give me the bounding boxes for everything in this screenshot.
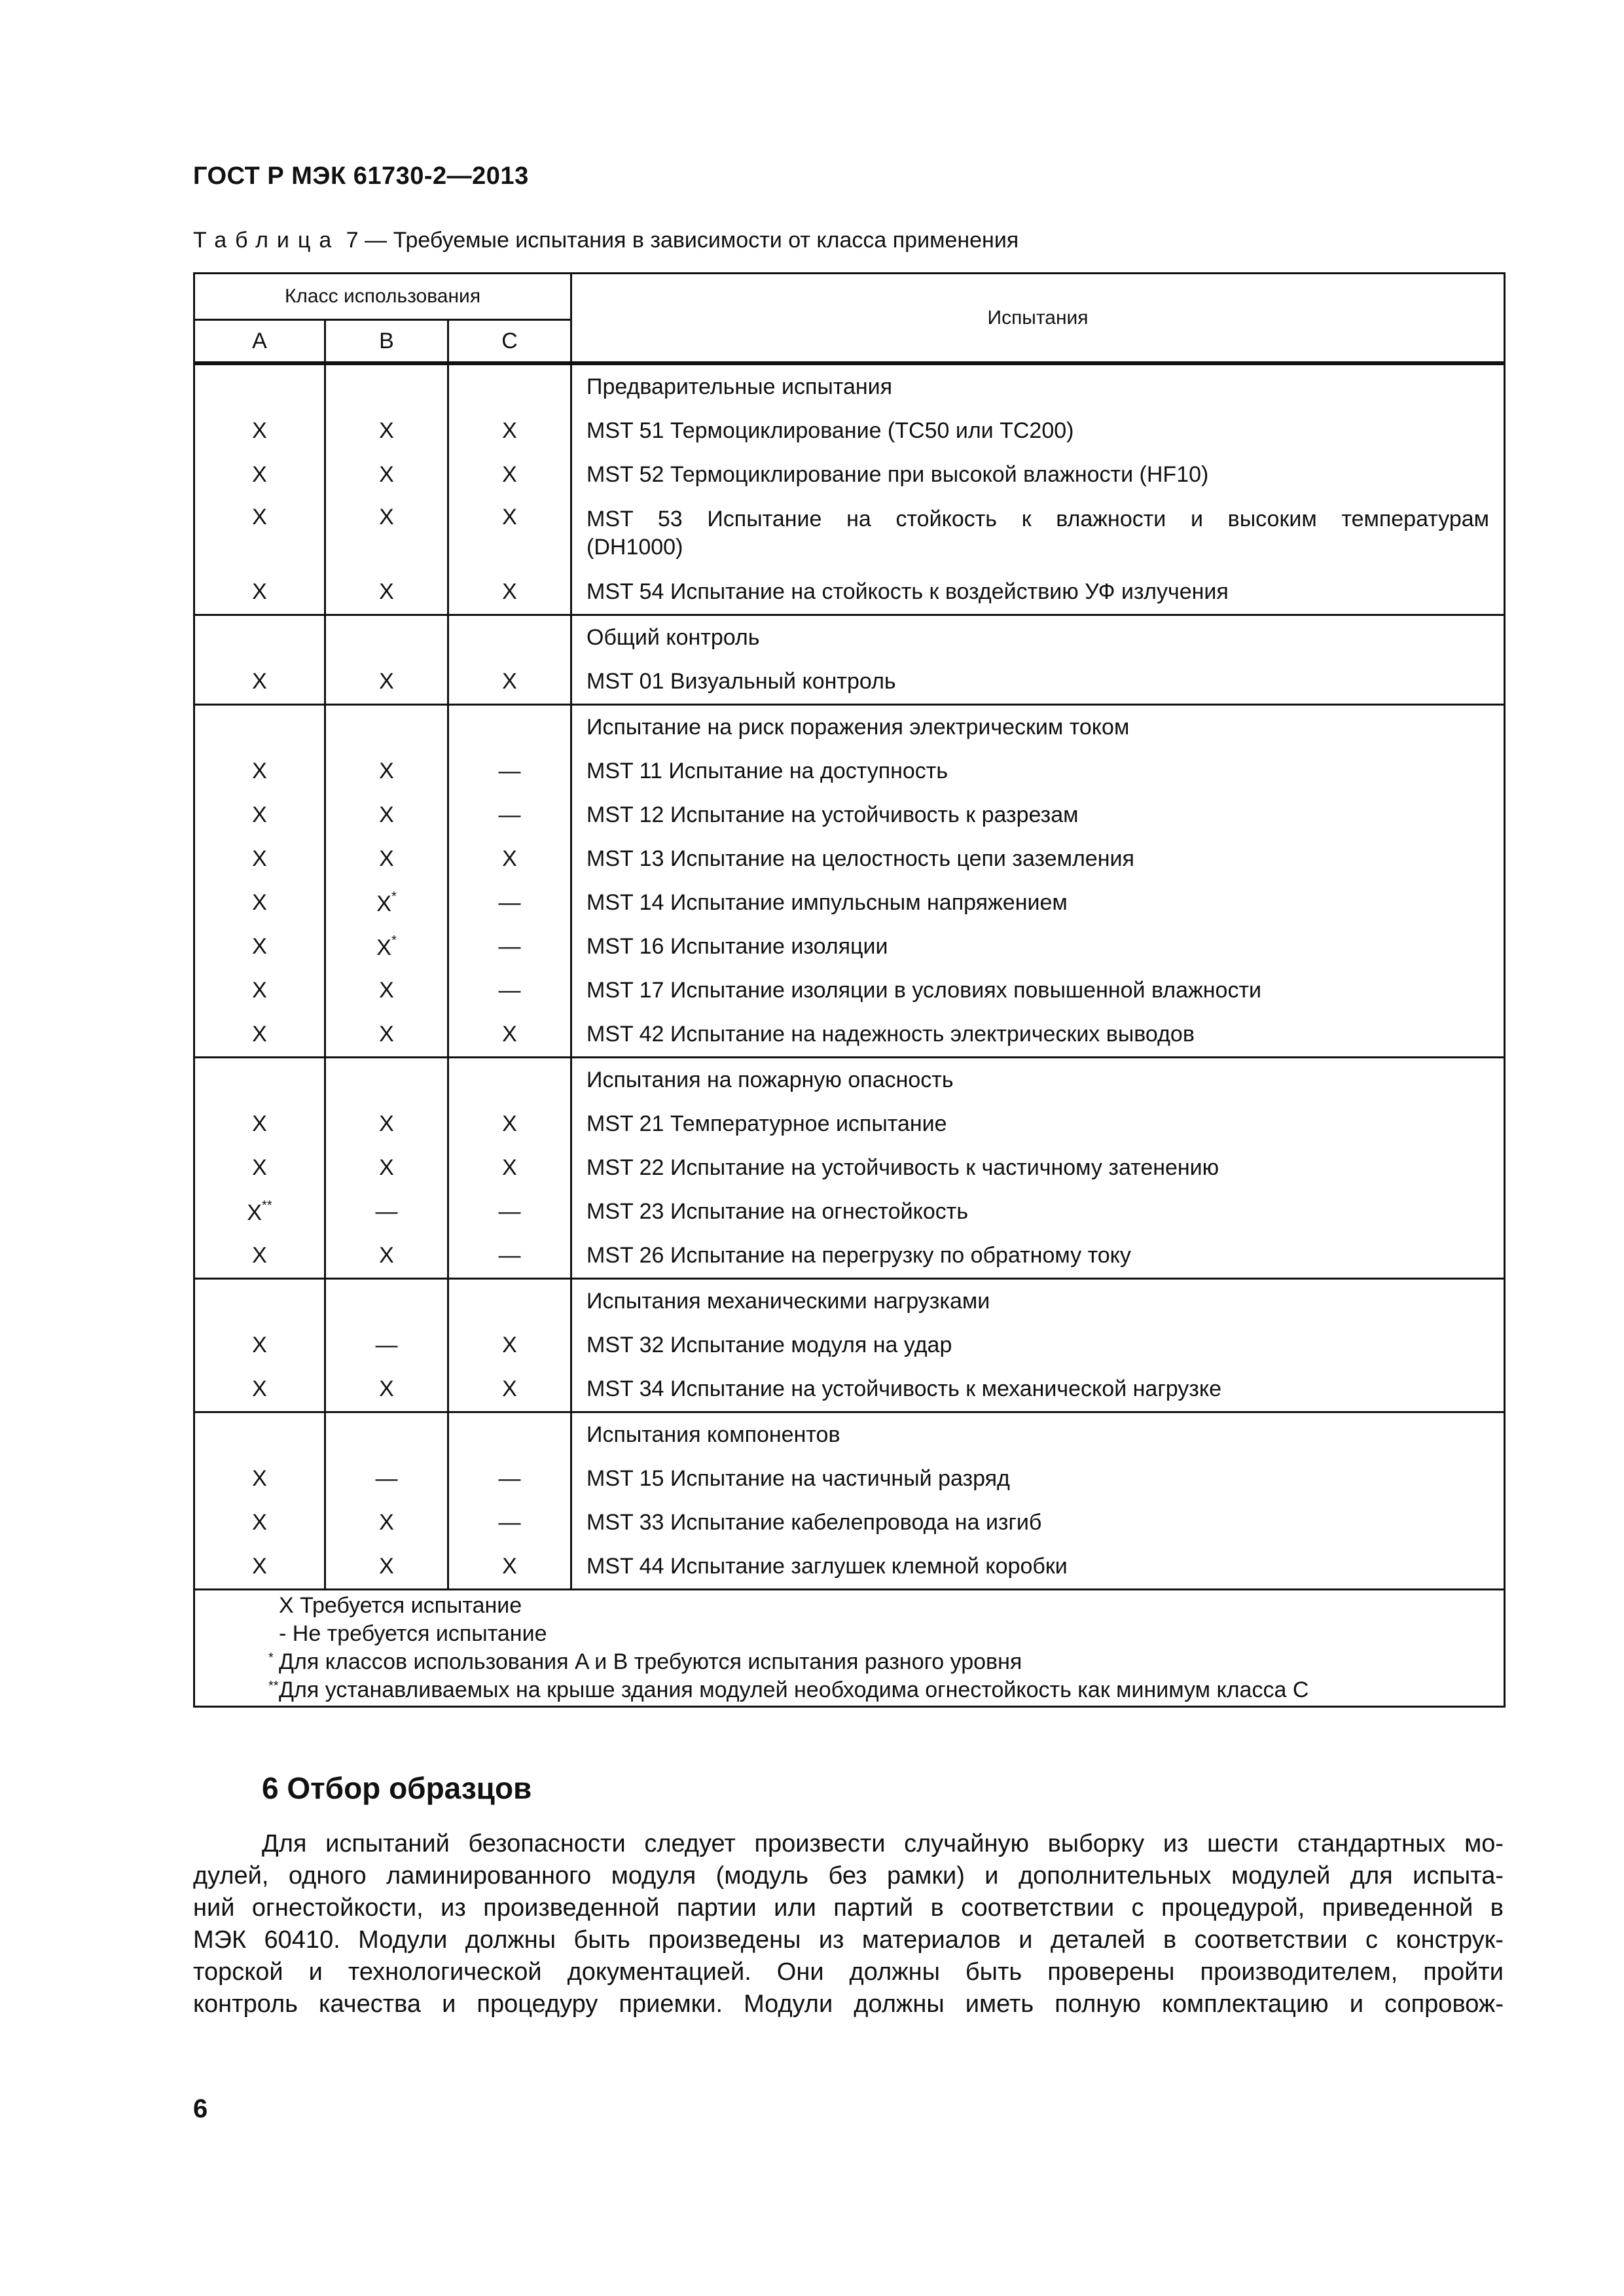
test-name: MST 17 Испытание изоляции в условиях повышенной влажности bbox=[571, 969, 1505, 1013]
class-c-mark: X bbox=[502, 505, 517, 529]
class-b-mark: X bbox=[379, 1243, 394, 1268]
class-b-mark: X bbox=[379, 759, 394, 783]
class-a-mark: X bbox=[252, 1554, 267, 1579]
header-class-a: A bbox=[194, 320, 325, 364]
class-b-mark: — bbox=[375, 1333, 398, 1357]
class-c-cell bbox=[448, 409, 571, 453]
class-c-cell bbox=[448, 793, 571, 837]
class-b-mark: X bbox=[379, 1554, 394, 1579]
class-c-cell bbox=[448, 1102, 571, 1146]
class-a-cell bbox=[194, 497, 325, 570]
class-a-cell bbox=[194, 749, 325, 793]
document-header: ГОСТ Р МЭК 61730-2—2013 bbox=[193, 162, 529, 190]
empty-cell bbox=[194, 1279, 325, 1324]
class-c-mark: — bbox=[498, 1199, 521, 1224]
empty-cell bbox=[448, 1058, 571, 1103]
empty-cell bbox=[325, 363, 448, 409]
table-row bbox=[194, 837, 1505, 881]
table-row bbox=[194, 1190, 1505, 1234]
class-a-mark: X bbox=[252, 1333, 267, 1357]
empty-cell bbox=[194, 1412, 325, 1458]
class-a-cell bbox=[194, 1501, 325, 1545]
test-name: MST 44 Испытание заглушек клемной коробки bbox=[571, 1545, 1505, 1590]
header-class-of-use: Класс использования bbox=[194, 274, 571, 320]
class-b-cell bbox=[325, 793, 448, 837]
group-title: Испытания механическими нагрузками bbox=[571, 1279, 1505, 1324]
class-c-cell bbox=[448, 1323, 571, 1367]
class-a-mark: X bbox=[252, 1111, 267, 1136]
class-a-cell bbox=[194, 1234, 325, 1279]
class-b-mark: X bbox=[379, 1376, 394, 1401]
class-c-cell bbox=[448, 1501, 571, 1545]
paragraph-line: ний огнестойкости, из произведенной партии или партий в соответствии с процедурой, приведенной в bbox=[193, 1894, 1504, 1922]
class-c-mark: X bbox=[502, 579, 517, 604]
class-a-cell bbox=[194, 1323, 325, 1367]
test-name: MST 12 Испытание на устойчивость к разрезам bbox=[571, 793, 1505, 837]
class-a-cell bbox=[194, 793, 325, 837]
class-a-mark: X bbox=[252, 579, 267, 604]
class-a-mark: X bbox=[252, 1243, 267, 1268]
class-b-cell bbox=[325, 1234, 448, 1279]
class-b-cell bbox=[325, 925, 448, 969]
class-a-mark: X bbox=[247, 1200, 262, 1225]
table-row bbox=[194, 1146, 1505, 1190]
class-a-mark: X bbox=[252, 759, 267, 783]
note-double-asterisk-text: Для устанавливаемых на крыше здания модулей необходима огнестойкость как минимум класса C bbox=[279, 1677, 1309, 1702]
class-a-cell bbox=[194, 1367, 325, 1412]
tests-table bbox=[193, 272, 1506, 1708]
test-name: MST 13 Испытание на целостность цепи заземления bbox=[571, 837, 1505, 881]
class-b-mark: X bbox=[379, 579, 394, 604]
test-name: MST 54 Испытание на стойкость к воздействию УФ излучения bbox=[571, 570, 1505, 615]
class-a-cell bbox=[194, 1457, 325, 1501]
table-caption bbox=[193, 228, 1019, 253]
class-c-mark: — bbox=[498, 802, 521, 827]
paragraph-line: контроль качества и процедуру приемки. Модули должны иметь полную комплектацию и сопровож- bbox=[193, 1990, 1504, 2018]
class-b-cell bbox=[325, 497, 448, 570]
class-c-mark: — bbox=[498, 1243, 521, 1268]
class-c-cell bbox=[448, 1234, 571, 1279]
class-c-mark: X bbox=[502, 846, 517, 871]
table-row bbox=[194, 749, 1505, 793]
empty-cell bbox=[448, 1279, 571, 1324]
group-title: Предварительные испытания bbox=[571, 363, 1505, 409]
empty-cell bbox=[448, 363, 571, 409]
footnote-mark: * bbox=[391, 889, 397, 904]
class-b-cell bbox=[325, 969, 448, 1013]
paragraph-line: МЭК 60410. Модули должны быть произведены из материалов и деталей в соответствии с конструк- bbox=[193, 1926, 1504, 1954]
class-c-cell bbox=[448, 1146, 571, 1190]
class-a-mark: X bbox=[252, 1022, 267, 1047]
class-c-cell bbox=[448, 1013, 571, 1058]
group-title-row bbox=[194, 615, 1505, 660]
class-b-mark: X bbox=[379, 1510, 394, 1535]
class-b-mark: X bbox=[376, 891, 391, 916]
empty-cell bbox=[325, 1058, 448, 1103]
class-a-mark: X bbox=[252, 462, 267, 487]
class-b-mark: X bbox=[379, 802, 394, 827]
class-b-mark: X bbox=[379, 1022, 394, 1047]
class-c-mark: X bbox=[502, 1022, 517, 1047]
table-row bbox=[194, 1102, 1505, 1146]
class-a-cell bbox=[194, 925, 325, 969]
class-b-mark: X bbox=[376, 935, 391, 960]
caption-text: — Требуемые испытания в зависимости от класса применения bbox=[358, 228, 1019, 253]
class-a-mark: X bbox=[252, 846, 267, 871]
class-a-cell bbox=[194, 453, 325, 497]
group-title-row bbox=[194, 1412, 1505, 1458]
test-name: MST 33 Испытание кабелепровода на изгиб bbox=[571, 1501, 1505, 1545]
header-class-c: C bbox=[448, 320, 571, 364]
class-b-cell bbox=[325, 1457, 448, 1501]
group-title: Испытания компонентов bbox=[571, 1412, 1505, 1458]
note-required: X Требуется испытание bbox=[279, 1593, 522, 1618]
class-b-cell bbox=[325, 1146, 448, 1190]
note-asterisk-text: Для классов использования A и B требуются испытания разного уровня bbox=[279, 1649, 1022, 1674]
class-b-cell bbox=[325, 1367, 448, 1412]
class-c-cell bbox=[448, 453, 571, 497]
empty-cell bbox=[325, 615, 448, 660]
test-name: MST 15 Испытание на частичный разряд bbox=[571, 1457, 1505, 1501]
body-paragraph bbox=[193, 1828, 1504, 2020]
class-c-mark: X bbox=[502, 1111, 517, 1136]
paragraph-line: торской и технологической документацией. Они должны быть проверены производителем, пройти bbox=[193, 1958, 1504, 1986]
class-c-mark: X bbox=[502, 1376, 517, 1401]
class-c-cell bbox=[448, 1457, 571, 1501]
class-a-mark: X bbox=[252, 934, 267, 959]
class-b-cell bbox=[325, 660, 448, 705]
class-a-mark: X bbox=[252, 418, 267, 443]
class-a-cell bbox=[194, 837, 325, 881]
class-c-mark: — bbox=[498, 890, 521, 915]
class-c-cell bbox=[448, 969, 571, 1013]
class-b-cell bbox=[325, 749, 448, 793]
test-name-line: MST 53 Испытание на стойкость к влажности и высоким температурам bbox=[586, 507, 1490, 531]
class-c-mark: X bbox=[502, 418, 517, 443]
class-c-cell bbox=[448, 497, 571, 570]
class-c-cell bbox=[448, 749, 571, 793]
class-a-mark: X bbox=[252, 1155, 267, 1180]
class-a-cell bbox=[194, 881, 325, 925]
test-name: MST 52 Термоциклирование при высокой влажности (HF10) bbox=[571, 453, 1505, 497]
group-title: Испытания на пожарную опасность bbox=[571, 1058, 1505, 1103]
table-row bbox=[194, 570, 1505, 615]
class-b-mark: X bbox=[379, 669, 394, 694]
test-name: MST 11 Испытание на доступность bbox=[571, 749, 1505, 793]
class-b-mark: X bbox=[379, 1155, 394, 1180]
class-a-cell bbox=[194, 409, 325, 453]
table-row bbox=[194, 1545, 1505, 1590]
class-a-cell bbox=[194, 1013, 325, 1058]
test-name-line: (DH1000) bbox=[586, 535, 683, 560]
empty-cell bbox=[448, 705, 571, 750]
class-b-cell bbox=[325, 409, 448, 453]
class-a-mark: X bbox=[252, 978, 267, 1003]
table-row bbox=[194, 1457, 1505, 1501]
class-b-cell bbox=[325, 1102, 448, 1146]
table-notes bbox=[194, 1590, 1505, 1707]
table-row bbox=[194, 1234, 1505, 1279]
empty-cell bbox=[194, 363, 325, 409]
class-b-mark: — bbox=[375, 1199, 398, 1224]
group-title-row bbox=[194, 1279, 1505, 1324]
class-a-mark: X bbox=[252, 1466, 267, 1491]
class-c-cell bbox=[448, 881, 571, 925]
test-name: MST 01 Визуальный контроль bbox=[571, 660, 1505, 705]
note-not-required: - Не требуется испытание bbox=[279, 1621, 547, 1646]
class-a-mark: X bbox=[252, 1510, 267, 1535]
class-c-mark: — bbox=[498, 759, 521, 783]
caption-number: 7 bbox=[346, 228, 359, 253]
footnote-mark: * bbox=[268, 1651, 274, 1665]
empty-cell bbox=[325, 1279, 448, 1324]
class-a-mark: X bbox=[252, 1376, 267, 1401]
class-a-cell bbox=[194, 660, 325, 705]
class-b-mark: X bbox=[379, 462, 394, 487]
group-title-row bbox=[194, 363, 1505, 409]
class-c-cell bbox=[448, 1367, 571, 1412]
class-a-cell bbox=[194, 1146, 325, 1190]
header-class-b: B bbox=[325, 320, 448, 364]
table-row bbox=[194, 660, 1505, 705]
header-tests: Испытания bbox=[571, 274, 1505, 364]
class-c-cell bbox=[448, 837, 571, 881]
group-title-row bbox=[194, 705, 1505, 750]
table-row bbox=[194, 793, 1505, 837]
class-c-mark: X bbox=[502, 1155, 517, 1180]
class-c-cell bbox=[448, 570, 571, 615]
test-name bbox=[571, 497, 1505, 570]
class-c-mark: X bbox=[502, 1554, 517, 1579]
test-name: MST 42 Испытание на надежность электрических выводов bbox=[571, 1013, 1505, 1058]
test-name: MST 26 Испытание на перегрузку по обратному току bbox=[571, 1234, 1505, 1279]
table-row bbox=[194, 1013, 1505, 1058]
empty-cell bbox=[448, 1412, 571, 1458]
footnote-mark: ** bbox=[268, 1679, 279, 1693]
class-b-cell bbox=[325, 570, 448, 615]
class-c-cell bbox=[448, 925, 571, 969]
class-b-mark: X bbox=[379, 846, 394, 871]
empty-cell bbox=[325, 1412, 448, 1458]
paragraph-line: дулей, одного ламинированного модуля (модуль без рамки) и дополнительных модулей для испыта- bbox=[193, 1862, 1504, 1890]
group-title: Испытание на риск поражения электрическим током bbox=[571, 705, 1505, 750]
table-row bbox=[194, 409, 1505, 453]
test-name: MST 14 Испытание импульсным напряжением bbox=[571, 881, 1505, 925]
class-b-cell bbox=[325, 1545, 448, 1590]
empty-cell bbox=[325, 705, 448, 750]
class-c-cell bbox=[448, 1545, 571, 1590]
class-c-cell bbox=[448, 1190, 571, 1234]
test-name: MST 16 Испытание изоляции bbox=[571, 925, 1505, 969]
class-b-cell bbox=[325, 453, 448, 497]
note-asterisk bbox=[195, 1648, 1504, 1676]
table-row bbox=[194, 969, 1505, 1013]
class-a-mark: X bbox=[252, 669, 267, 694]
section-heading: 6 Отбор образцов bbox=[262, 1771, 532, 1805]
class-a-cell bbox=[194, 1545, 325, 1590]
class-b-cell bbox=[325, 1190, 448, 1234]
empty-cell bbox=[448, 615, 571, 660]
class-a-cell bbox=[194, 1190, 325, 1234]
test-name: MST 21 Температурное испытание bbox=[571, 1102, 1505, 1146]
class-c-mark: — bbox=[498, 934, 521, 959]
empty-cell bbox=[194, 615, 325, 660]
class-b-mark: X bbox=[379, 418, 394, 443]
test-name: MST 22 Испытание на устойчивость к частичному затенению bbox=[571, 1146, 1505, 1190]
class-b-mark: — bbox=[375, 1466, 398, 1491]
test-name: MST 32 Испытание модуля на удар bbox=[571, 1323, 1505, 1367]
class-b-cell bbox=[325, 1323, 448, 1367]
class-c-mark: — bbox=[498, 1466, 521, 1491]
class-b-cell bbox=[325, 1013, 448, 1058]
class-a-mark: X bbox=[252, 802, 267, 827]
notes-row bbox=[194, 1590, 1505, 1707]
class-b-mark: X bbox=[379, 978, 394, 1003]
footnote-mark: * bbox=[391, 933, 397, 948]
table-row bbox=[194, 925, 1505, 969]
table-row bbox=[194, 881, 1505, 925]
table-row bbox=[194, 453, 1505, 497]
class-a-cell bbox=[194, 1102, 325, 1146]
table-row bbox=[194, 1367, 1505, 1412]
class-a-mark: X bbox=[252, 505, 267, 529]
table-row bbox=[194, 497, 1505, 570]
class-b-mark: X bbox=[379, 1111, 394, 1136]
class-c-cell bbox=[448, 660, 571, 705]
class-c-mark: X bbox=[502, 1333, 517, 1357]
class-b-cell bbox=[325, 881, 448, 925]
page-number: 6 bbox=[193, 2094, 208, 2123]
empty-cell bbox=[194, 1058, 325, 1103]
footnote-mark: ** bbox=[262, 1198, 272, 1213]
class-b-cell bbox=[325, 1501, 448, 1545]
paragraph-line: Для испытаний безопасности следует произвести случайную выборку из шести стандартных мо- bbox=[262, 1830, 1504, 1857]
class-a-cell bbox=[194, 570, 325, 615]
class-b-cell bbox=[325, 837, 448, 881]
caption-label: Таблица bbox=[193, 228, 340, 253]
empty-cell bbox=[194, 705, 325, 750]
test-name: MST 23 Испытание на огнестойкость bbox=[571, 1190, 1505, 1234]
class-c-mark: X bbox=[502, 669, 517, 694]
table-row bbox=[194, 1323, 1505, 1367]
note-double-asterisk bbox=[195, 1676, 1504, 1704]
class-c-mark: — bbox=[498, 1510, 521, 1535]
group-title-row bbox=[194, 1058, 1505, 1103]
group-title: Общий контроль bbox=[571, 615, 1505, 660]
test-name: MST 34 Испытание на устойчивость к механической нагрузке bbox=[571, 1367, 1505, 1412]
class-b-mark: X bbox=[379, 505, 394, 529]
class-a-cell bbox=[194, 969, 325, 1013]
class-a-mark: X bbox=[252, 890, 267, 915]
test-name: MST 51 Термоциклирование (TC50 или TC200) bbox=[571, 409, 1505, 453]
table-row bbox=[194, 1501, 1505, 1545]
class-c-mark: X bbox=[502, 462, 517, 487]
class-c-mark: — bbox=[498, 978, 521, 1003]
